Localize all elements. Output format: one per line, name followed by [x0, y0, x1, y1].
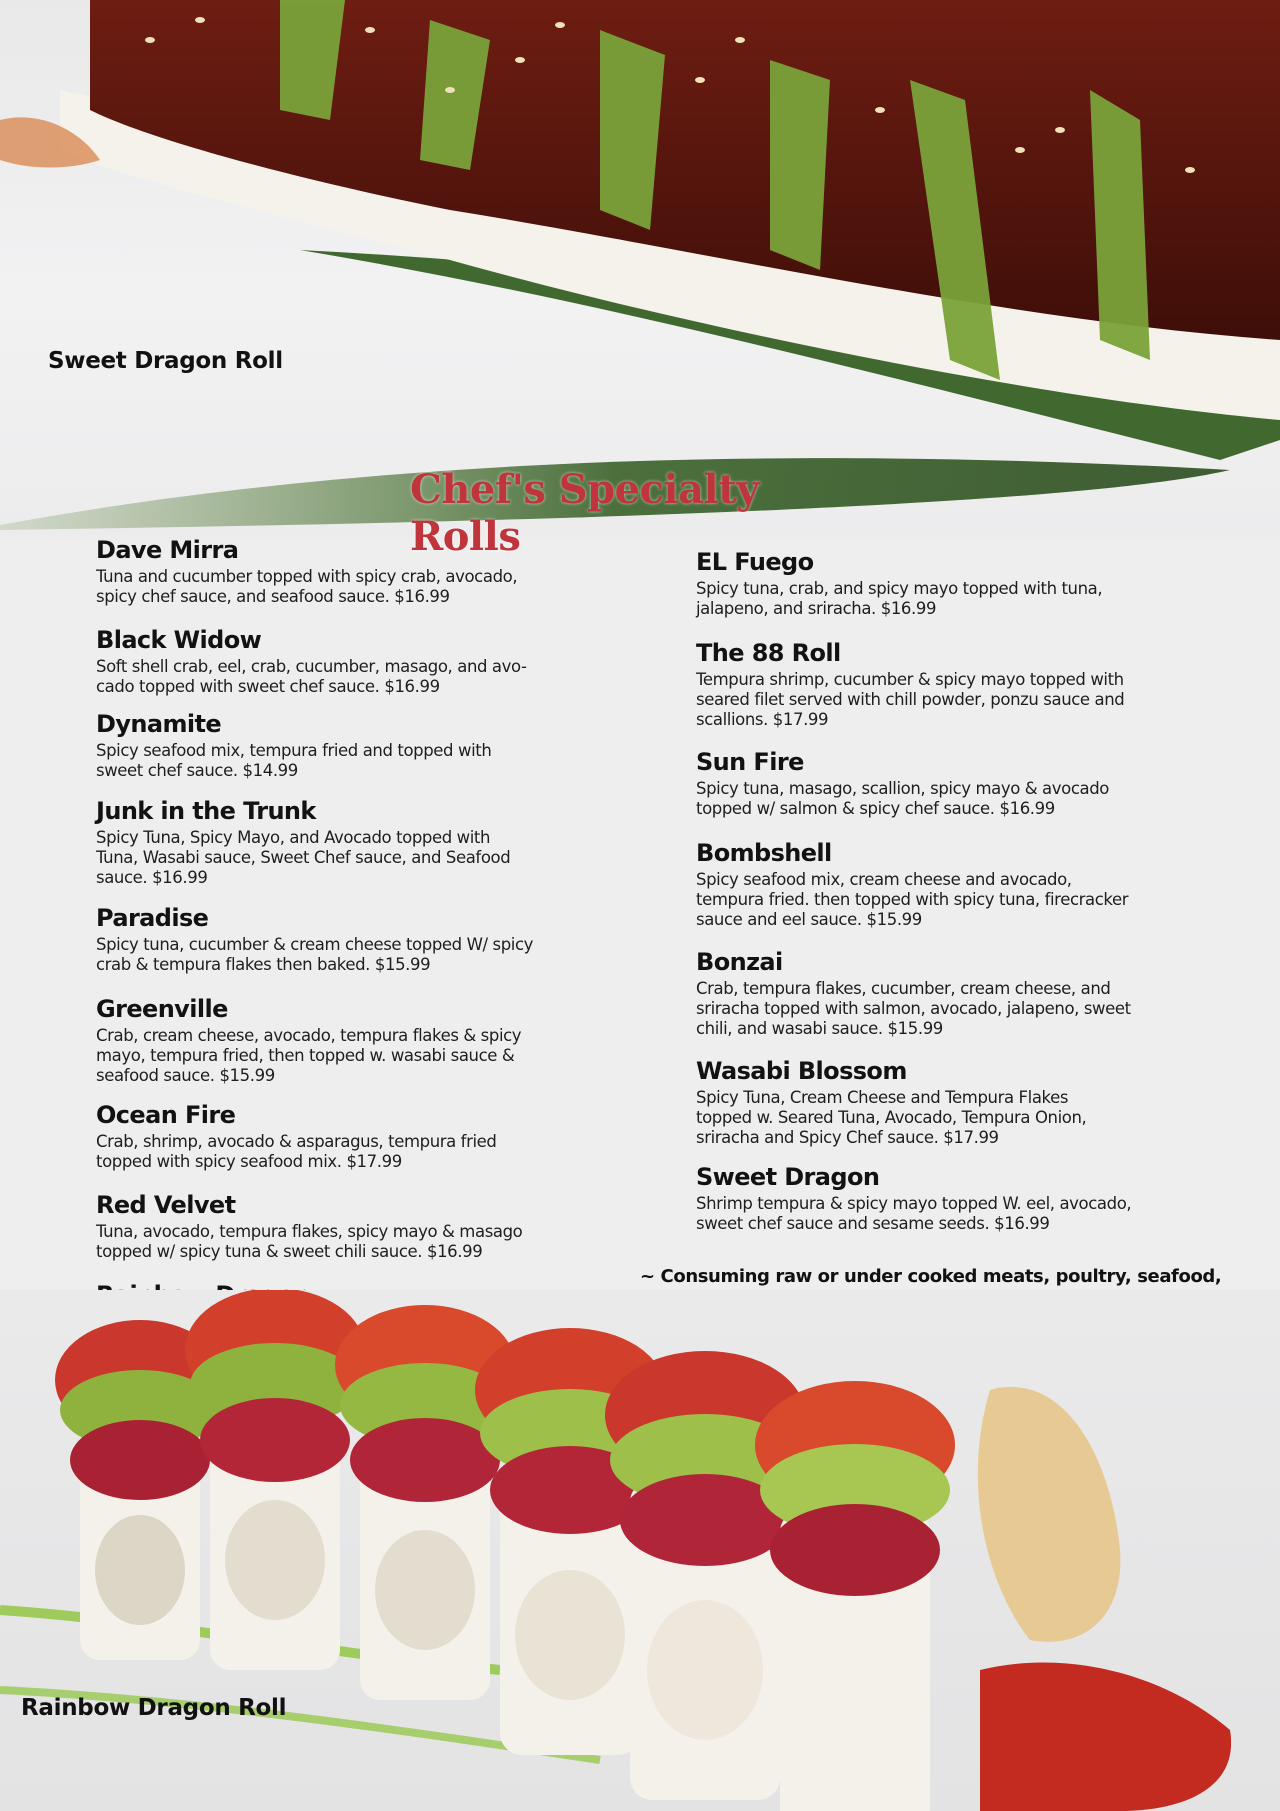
- item-name: Wasabi Blossom: [696, 1057, 907, 1085]
- item-description: Crab, cream cheese, avocado, tempura flakes & spicy mayo, tempura fried, then topped w. wasabi sauce & seafood sauce. $15.99: [96, 1026, 522, 1085]
- menu-item-dynamite: [96, 709, 491, 781]
- item-name: EL Fuego: [696, 548, 814, 576]
- item-name: Red Velvet: [96, 1191, 236, 1219]
- item-description: Spicy tuna, cucumber & cream cheese topped W/ spicy crab & tempura flakes then baked. $15.99: [96, 935, 533, 974]
- item-name: Paradise: [96, 904, 209, 932]
- item-name: Dynamite: [96, 710, 222, 738]
- menu-item-bonzai: [696, 947, 1131, 1039]
- item-description: Spicy tuna, crab, and spicy mayo topped with tuna, jalapeno, and sriracha. $16.99: [696, 579, 1103, 618]
- menu-item-wasabi-blossom: [696, 1056, 1086, 1148]
- item-description: Spicy Tuna, Cream Cheese and Tempura Flakes topped w. Seared Tuna, Avocado, Tempura Onion, sriracha and Spicy Chef sauce. $17.99: [696, 1088, 1087, 1147]
- menu-item-sweet-dragon: [696, 1162, 1131, 1234]
- item-name: Dave Mirra: [96, 536, 239, 564]
- menu-item-junk-in-the-trunk: [96, 796, 510, 888]
- item-description: Crab, shrimp, avocado & asparagus, tempura fried topped with spicy seafood mix. $17.99: [96, 1132, 497, 1171]
- menu-title: Chef's Specialty Rolls: [410, 466, 759, 560]
- item-description: Spicy seafood mix, tempura fried and topped with sweet chef sauce. $14.99: [96, 741, 492, 780]
- menu-item-greenville: [96, 994, 521, 1086]
- item-description: Shrimp tempura & spicy mayo topped W. eel, avocado, sweet chef sauce and sesame seeds. $16.99: [696, 1194, 1132, 1233]
- item-description: Spicy Tuna, Spicy Mayo, and Avocado topped with Tuna, Wasabi sauce, Sweet Chef sauce, and Seafood sauce. $16.99: [96, 828, 511, 887]
- menu-item-black-widow: [96, 625, 527, 697]
- item-description: Tuna and cucumber topped with spicy crab, avocado, spicy chef sauce, and seafood sauce. $16.99: [96, 567, 518, 606]
- sweet-dragon-roll-image: [0, 0, 1280, 540]
- item-name: Greenville: [96, 995, 228, 1023]
- item-name: Bombshell: [696, 839, 832, 867]
- item-description: Spicy tuna, masago, scallion, spicy mayo & avocado topped w/ salmon & spicy chef sauce. $16.99: [696, 779, 1109, 818]
- item-name: Bonzai: [696, 948, 783, 976]
- menu-item-red-velvet: [96, 1190, 522, 1262]
- menu-item-dave-mirra: [96, 535, 517, 607]
- item-name: The 88 Roll: [696, 639, 841, 667]
- item-name: Sweet Dragon: [696, 1163, 880, 1191]
- item-description: Tuna, avocado, tempura flakes, spicy mayo & masago topped w/ spicy tuna & sweet chili sauce. $16.99: [96, 1222, 523, 1261]
- item-description: Crab, tempura flakes, cucumber, cream cheese, and sriracha topped with salmon, avocado, jalapeno, sweet chili, and wasabi sauce. $15.99: [696, 979, 1131, 1038]
- sweet-dragon-roll-photo: [0, 0, 1280, 540]
- menu-item-bombshell: [696, 838, 1128, 930]
- item-description: Soft shell crab, eel, crab, cucumber, masago, and avo- cado topped with sweet chef sauce. $16.99: [96, 657, 527, 696]
- item-name: Ocean Fire: [96, 1101, 236, 1129]
- item-name: Sun Fire: [696, 748, 804, 776]
- menu-item-ocean-fire: [96, 1100, 497, 1172]
- item-name: Junk in the Trunk: [96, 797, 316, 825]
- rainbow-dragon-roll-image: [0, 1290, 1280, 1811]
- sweet-dragon-roll-caption: Sweet Dragon Roll: [48, 348, 283, 374]
- item-description: Tempura shrimp, cucumber & spicy mayo topped with seared filet served with chill powder, ponzu sauce and scallions. $17.99: [696, 670, 1125, 729]
- menu-item-sun-fire: [696, 747, 1109, 819]
- rainbow-dragon-roll-caption: Rainbow Dragon Roll: [21, 1695, 287, 1721]
- menu-item-the-88-roll: [696, 638, 1124, 730]
- item-description: Spicy seafood mix, cream cheese and avocado, tempura fried. then topped with spicy tuna, firecracker sauce and eel sauce. $15.99: [696, 870, 1129, 929]
- menu-item-el-fuego: [696, 547, 1102, 619]
- item-name: Black Widow: [96, 626, 262, 654]
- rainbow-dragon-roll-photo: [0, 1290, 1280, 1811]
- notice-line: ~ Consuming raw or under cooked meats, poultry, seafood,: [640, 1266, 1222, 1287]
- menu-item-paradise: [96, 903, 533, 975]
